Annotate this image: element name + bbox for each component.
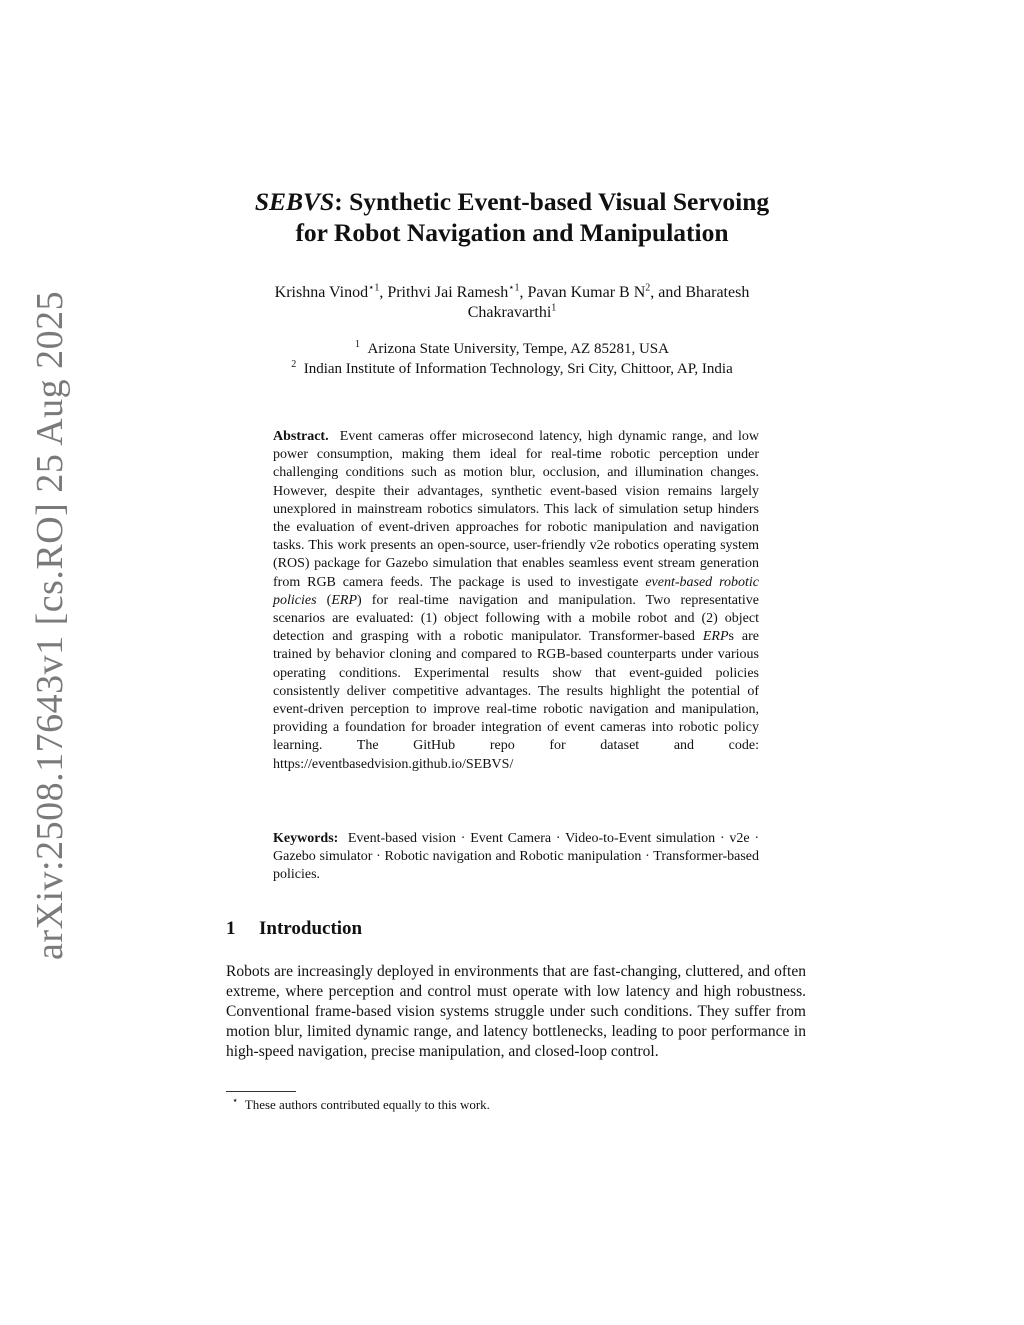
author-marker: ⋆1 [508,282,520,294]
abstract [273,428,759,774]
affiliation-text: Indian Institute of Information Technology, Sri City, Chittoor, AP, India [303,361,733,377]
affiliation-list [190,339,834,379]
author-list [190,283,834,323]
author-marker: ⋆1 [368,282,380,294]
author-name: , and Bharatesh [650,284,750,301]
abstract-italic-term: event-based robotic policies [273,574,760,608]
author-name: Krishna Vinod [274,284,369,301]
abstract-text: s are trained by behavior cloning and compared to RGB-based counterparts under various operating conditions. Experimental results show that event-guided policies consistently deliver competitive advantages. The results highlight the potential of event-driven perception to improve real-time robotic navigation and manipulation, providing a foundation for broader integration of event cameras into robotic policy learning. The GitHub repo for dataset and code: https://eventbasedvision.github.io/SEBVS/ [273,629,759,772]
section-heading [226,918,362,940]
author-marker: 1 [551,302,557,314]
title-line-2: for Robot Navigation and Manipulation [295,218,729,247]
affiliation-number: 2 [291,359,297,370]
footnote-text: These authors contributed equally to this work. [244,1097,490,1112]
title-line-1-rest: : Synthetic Event-based Visual Servoing [334,187,770,216]
author-name: Chakravarthi [467,304,552,321]
abstract-italic-term: ERP [331,592,357,608]
affiliation-text: Arizona State University, Tempe, AZ 85281, USA [367,341,669,357]
keywords-label: Keywords: [273,831,339,846]
abstract-text: Event cameras offer microsecond latency, high dynamic range, and low power consumption, making them ideal for real-time robotic perception under challenging conditions such as motion blur, occlusion, and illumination changes. However, despite their advantages, synthetic event-based vision remains largely unexplored in mainstream robotics simulators. This lack of simulation setup hinders the evaluation of event-driven approaches for robotic manipulation and navigation tasks. This work presents an open-source, user-friendly v2e robotics operating system (ROS) package for Gazebo simulation that enables seamless event stream generation from RGB camera feeds. The package is used to investigate [273,429,760,590]
intro-paragraph: Robots are increasingly deployed in environments that are fast-changing, cluttered, and often extreme, where perception and control must operate with low latency and high robustness. Conventional frame-based vision systems struggle under such conditions. They suffer from motion blur, limited dynamic range, and latency bottlenecks, leading to poor performance in high-speed navigation, precise manipulation, and closed-loop control. [226,963,806,1060]
abstract-label: Abstract. [273,429,329,444]
paper-title [200,186,824,248]
abstract-text: ) for real-time navigation and manipulation. Two representative scenarios are evaluated: (1) object following with a mobile robot and (2) object detection and grasping with a robotic manipulator. Transformer-based [273,592,760,645]
title-acronym: SEBVS [254,187,335,216]
abstract-text: ( [316,592,332,608]
arxiv-identifier-stamp: arXiv:2508.17643v1 [cs.RO] 25 Aug 2025 [29,290,71,960]
section-title: Introduction [259,918,363,939]
title-line-1 [200,186,824,217]
footnote-mark: ⋆ [232,1095,239,1107]
footnote [232,1096,490,1113]
author-name: , Prithvi Jai Ramesh [379,284,509,301]
keywords [273,830,759,885]
affiliation-number: 1 [355,339,361,350]
section-number: 1 [226,918,236,939]
affiliation-item [190,339,834,359]
footnote-rule [226,1091,296,1092]
author-marker: 2 [645,282,651,294]
affiliation-item [190,359,834,379]
keywords-text: Event-based vision · Event Camera · Video-to-Event simulation · v2e · Gazebo simulator · Robotic navigation and Robotic manipulation · Transformer-based policies. [273,831,759,883]
author-line-1 [190,283,834,303]
abstract-italic-term: ERP [702,629,729,645]
author-line-2 [190,303,834,323]
author-name: , Pavan Kumar B N [519,284,646,301]
